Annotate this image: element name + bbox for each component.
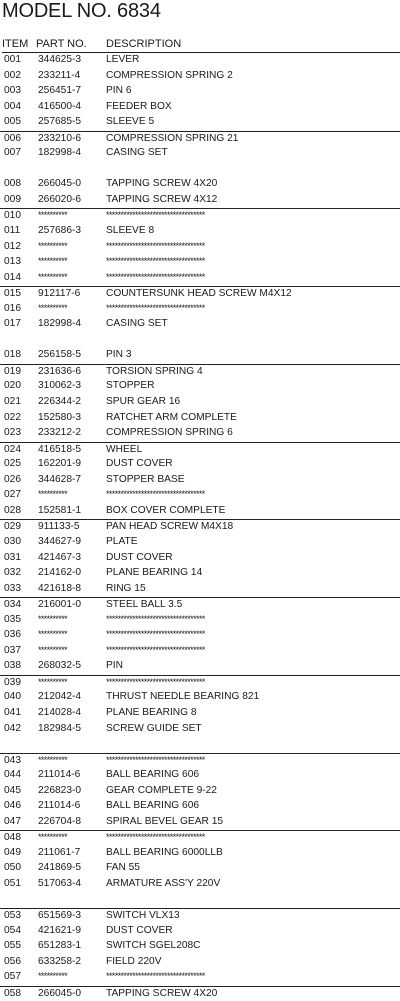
part-number: 211061-7 xyxy=(38,846,81,858)
item-number: 036 xyxy=(4,629,21,641)
part-description: DUST COVER xyxy=(106,458,173,470)
part-number: 226704-8 xyxy=(38,815,82,827)
item-number: 055 xyxy=(4,940,21,952)
item-number: 031 xyxy=(4,551,21,563)
part-number: 162201-9 xyxy=(38,458,82,470)
table-row xyxy=(0,426,400,442)
part-description: ********************************** xyxy=(106,240,205,251)
item-number: 026 xyxy=(4,473,21,485)
item-number: 049 xyxy=(4,846,21,858)
part-number: ********** xyxy=(38,629,68,640)
table-row xyxy=(0,271,400,287)
part-description: STEEL BALL 3.5 xyxy=(106,599,183,611)
part-description: PAN HEAD SCREW M4X18 xyxy=(106,521,234,533)
part-number: 257686-3 xyxy=(38,225,82,237)
part-description: COMPRESSION SPRING 21 xyxy=(106,132,239,144)
part-number: 651283-1 xyxy=(38,940,82,952)
part-description: COMPRESSION SPRING 2 xyxy=(106,69,233,81)
part-description: ********************************** xyxy=(106,613,205,624)
part-description: TAPPING SCREW 4X20 xyxy=(106,178,218,190)
part-number: 233211-4 xyxy=(38,69,81,81)
column-header-item: ITEM xyxy=(2,38,29,50)
part-description: BALL BEARING 606 xyxy=(106,800,200,812)
part-number: 421467-3 xyxy=(38,551,82,563)
item-number: 054 xyxy=(4,924,21,936)
item-number: 028 xyxy=(4,504,21,516)
part-description: ********************************** xyxy=(106,754,205,765)
item-number: 010 xyxy=(4,210,21,222)
table-row xyxy=(0,224,400,240)
item-number: 014 xyxy=(4,271,21,283)
item-number: 016 xyxy=(4,302,21,314)
item-number: 050 xyxy=(4,862,21,874)
part-number: 266045-0 xyxy=(38,178,82,190)
part-number: 182998-4 xyxy=(38,318,82,330)
table-row xyxy=(0,519,400,535)
part-description: FEEDER BOX xyxy=(106,100,172,112)
item-number: 029 xyxy=(4,521,21,533)
part-number: 214028-4 xyxy=(38,706,82,718)
part-description: ********************************** xyxy=(106,302,205,313)
part-number: 421621-9 xyxy=(38,924,82,936)
item-number: 019 xyxy=(4,365,21,377)
part-number: 256451-7 xyxy=(38,85,82,97)
table-row xyxy=(0,240,400,256)
table-row xyxy=(0,644,400,660)
item-number: 005 xyxy=(4,116,21,128)
part-description: ARMATURE ASS'Y 220V xyxy=(106,877,221,889)
part-description: BOX COVER COMPLETE xyxy=(106,504,226,516)
part-description: LEVER xyxy=(106,54,140,65)
part-number: ********** xyxy=(38,302,68,313)
part-description: THRUST NEEDLE BEARING 821 xyxy=(106,691,260,703)
item-number: 011 xyxy=(4,225,21,237)
part-description: ********************************** xyxy=(106,271,205,282)
table-row xyxy=(0,317,400,333)
part-description: PIN xyxy=(106,660,123,672)
item-number: 006 xyxy=(4,132,21,144)
item-number: 057 xyxy=(4,971,21,983)
item-number: 002 xyxy=(4,69,21,81)
item-number: 012 xyxy=(4,240,21,252)
item-number: 030 xyxy=(4,535,21,547)
part-number: 344628-7 xyxy=(38,473,82,485)
item-number: 021 xyxy=(4,396,21,408)
part-description: ********************************** xyxy=(106,489,205,500)
part-description: SPIRAL BEVEL GEAR 15 xyxy=(106,815,224,827)
item-number: 056 xyxy=(4,955,21,967)
table-spacer xyxy=(0,737,400,753)
table-row xyxy=(0,255,400,271)
part-number: 633258-2 xyxy=(38,955,82,967)
part-number: 152580-3 xyxy=(38,411,82,423)
table-row xyxy=(0,939,400,955)
part-number: 233210-6 xyxy=(38,132,82,144)
part-description: BALL BEARING 6000LLB xyxy=(106,846,223,858)
table-row xyxy=(0,177,400,193)
part-description: ********************************** xyxy=(106,210,205,221)
item-number: 017 xyxy=(4,318,21,330)
part-description: COMPRESSION SPRING 6 xyxy=(106,427,233,439)
item-number: 033 xyxy=(4,582,21,594)
item-number: 040 xyxy=(4,691,21,703)
part-description: SLEEVE 8 xyxy=(106,225,155,237)
part-number: 226344-2 xyxy=(38,396,82,408)
item-number: 043 xyxy=(4,754,21,766)
table-row xyxy=(0,442,400,458)
table-row xyxy=(0,364,400,380)
item-number: 034 xyxy=(4,599,21,611)
table-row xyxy=(0,473,400,489)
part-number: 416518-5 xyxy=(38,443,82,455)
table-row xyxy=(0,84,400,100)
item-number: 042 xyxy=(4,722,21,734)
table-row xyxy=(0,846,400,862)
part-number: 211014-6 xyxy=(38,800,81,812)
part-description: CASING SET xyxy=(106,318,168,330)
item-number: 009 xyxy=(4,193,21,205)
table-row xyxy=(0,628,400,644)
item-number: 045 xyxy=(4,784,21,796)
part-description: GEAR COMPLETE 9-22 xyxy=(106,784,217,796)
table-row xyxy=(0,504,400,520)
part-number: 310062-3 xyxy=(38,380,82,392)
table-row xyxy=(0,302,400,318)
part-description: ********************************** xyxy=(106,629,205,640)
table-row xyxy=(0,582,400,598)
part-description: SCREW GUIDE SET xyxy=(106,722,202,734)
table-row xyxy=(0,753,400,769)
item-number: 018 xyxy=(4,349,21,361)
part-description: ********************************** xyxy=(106,971,205,982)
table-row xyxy=(0,53,400,69)
column-header-part-no: PART NO. xyxy=(36,38,87,50)
part-number: ********** xyxy=(38,754,68,765)
part-number: 152581-1 xyxy=(38,504,82,516)
part-number: 421618-8 xyxy=(38,582,82,594)
part-description: TAPPING SCREW 4X12 xyxy=(106,193,218,205)
table-row xyxy=(0,100,400,116)
table-row xyxy=(0,830,400,846)
part-number: 416500-4 xyxy=(38,100,82,112)
item-number: 008 xyxy=(4,178,21,190)
part-description: ********************************** xyxy=(106,644,205,655)
table-row xyxy=(0,799,400,815)
item-number: 041 xyxy=(4,706,21,718)
page-title: MODEL NO. 6834 xyxy=(2,0,161,22)
part-number: 911133-5 xyxy=(38,521,80,533)
part-number: ********** xyxy=(38,644,68,655)
part-description: FIELD 220V xyxy=(106,955,162,967)
item-number: 047 xyxy=(4,815,21,827)
item-number: 044 xyxy=(4,769,21,781)
part-description: SWITCH SGEL208C xyxy=(106,940,201,952)
part-number: ********** xyxy=(38,210,68,221)
part-description: ********************************** xyxy=(106,676,205,687)
part-number: 257685-5 xyxy=(38,116,82,128)
table-row xyxy=(0,861,400,877)
part-number: ********** xyxy=(38,676,68,687)
part-number: 517063-4 xyxy=(38,877,82,889)
table-row xyxy=(0,411,400,427)
part-description: TORSION SPRING 4 xyxy=(106,365,203,377)
part-description: PLANE BEARING 8 xyxy=(106,706,197,718)
part-description: DUST COVER xyxy=(106,924,173,936)
table-row xyxy=(0,348,400,364)
part-description: WHEEL xyxy=(106,443,143,455)
table-row xyxy=(0,379,400,395)
table-row xyxy=(0,597,400,613)
part-number: ********** xyxy=(38,832,68,843)
part-number: 268032-5 xyxy=(38,660,82,672)
part-description: PIN 3 xyxy=(106,349,132,361)
table-row xyxy=(0,395,400,411)
item-number: 038 xyxy=(4,660,21,672)
part-number: ********** xyxy=(38,489,68,500)
part-description: RATCHET ARM COMPLETE xyxy=(106,411,237,423)
table-row xyxy=(0,815,400,831)
table-row xyxy=(0,986,400,1001)
table-row xyxy=(0,551,400,567)
part-number: ********** xyxy=(38,271,68,282)
item-number: 003 xyxy=(4,85,21,97)
item-number: 022 xyxy=(4,411,21,423)
part-description: SWITCH VLX13 xyxy=(106,910,180,922)
item-number: 039 xyxy=(4,676,21,688)
column-header-description: DESCRIPTION xyxy=(106,38,182,50)
table-header xyxy=(2,38,400,52)
part-description: FAN 55 xyxy=(106,862,140,874)
part-number: ********** xyxy=(38,971,68,982)
table-row xyxy=(0,690,400,706)
table-row xyxy=(0,706,400,722)
item-number: 015 xyxy=(4,288,21,300)
item-number: 024 xyxy=(4,443,21,455)
part-number: 241869-5 xyxy=(38,862,82,874)
part-description: PLANE BEARING 14 xyxy=(106,567,203,579)
part-description: RING 15 xyxy=(106,582,146,594)
item-number: 004 xyxy=(4,100,21,112)
table-row xyxy=(0,566,400,582)
part-description: SPUR GEAR 16 xyxy=(106,396,181,408)
table-row xyxy=(0,722,400,738)
part-description: CASING SET xyxy=(106,147,168,159)
part-description: TAPPING SCREW 4X20 xyxy=(106,987,218,999)
part-number: 216001-0 xyxy=(38,599,82,611)
table-row xyxy=(0,286,400,302)
part-number: 211014-6 xyxy=(38,769,81,781)
part-description: SLEEVE 5 xyxy=(106,116,155,128)
part-number: 344627-9 xyxy=(38,535,82,547)
item-number: 053 xyxy=(4,910,21,922)
table-row xyxy=(0,784,400,800)
item-number: 001 xyxy=(4,54,21,65)
item-number: 013 xyxy=(4,256,21,268)
part-number: 182984-5 xyxy=(38,722,82,734)
part-number: ********** xyxy=(38,613,68,624)
part-number: 344625-3 xyxy=(38,54,82,65)
part-number: 651569-3 xyxy=(38,910,82,922)
part-description: PIN 6 xyxy=(106,85,132,97)
part-number: 256158-5 xyxy=(38,349,82,361)
table-row xyxy=(0,146,400,162)
table-row xyxy=(0,675,400,691)
table-row xyxy=(0,457,400,473)
table-row xyxy=(0,115,400,131)
part-description: COUNTERSUNK HEAD SCREW M4X12 xyxy=(106,288,292,300)
part-description: BALL BEARING 606 xyxy=(106,769,200,781)
part-number: 266045-0 xyxy=(38,987,82,999)
item-number: 007 xyxy=(4,147,21,159)
table-row xyxy=(0,193,400,209)
table-spacer xyxy=(0,162,400,178)
part-number: ********** xyxy=(38,240,68,251)
item-number: 027 xyxy=(4,489,21,501)
item-number: 051 xyxy=(4,877,21,889)
part-number: 214162-0 xyxy=(38,567,82,579)
item-number: 058 xyxy=(4,987,21,999)
part-number: ********** xyxy=(38,256,68,267)
part-description: STOPPER BASE xyxy=(106,473,185,485)
part-number: 231636-6 xyxy=(38,365,82,377)
table-row xyxy=(0,208,400,224)
part-description: ********************************** xyxy=(106,832,205,843)
part-number: 226823-0 xyxy=(38,784,82,796)
item-number: 037 xyxy=(4,644,21,656)
item-number: 023 xyxy=(4,427,21,439)
item-number: 046 xyxy=(4,800,21,812)
table-row xyxy=(0,613,400,629)
table-row xyxy=(0,69,400,85)
part-description: STOPPER xyxy=(106,380,155,392)
table-row xyxy=(0,535,400,551)
item-number: 048 xyxy=(4,832,21,844)
part-number: 212042-4 xyxy=(38,691,82,703)
item-number: 032 xyxy=(4,567,21,579)
table-row xyxy=(0,924,400,940)
part-description: DUST COVER xyxy=(106,551,173,563)
part-number: 182998-4 xyxy=(38,147,82,159)
table-row xyxy=(0,955,400,971)
item-number: 025 xyxy=(4,458,21,470)
item-number: 035 xyxy=(4,613,21,625)
part-number: 912117-6 xyxy=(38,288,81,300)
item-number: 020 xyxy=(4,380,21,392)
table-row xyxy=(0,659,400,675)
part-number: 266020-6 xyxy=(38,193,82,205)
table-row xyxy=(0,131,400,147)
table-row xyxy=(0,768,400,784)
table-row xyxy=(0,908,400,924)
part-description: PLATE xyxy=(106,535,138,547)
parts-table xyxy=(0,53,400,1001)
table-row xyxy=(0,970,400,986)
table-row xyxy=(0,877,400,893)
part-description: ********************************** xyxy=(106,256,205,267)
table-spacer xyxy=(0,893,400,909)
table-row xyxy=(0,488,400,504)
part-number: 233212-2 xyxy=(38,427,82,439)
table-spacer xyxy=(0,333,400,349)
